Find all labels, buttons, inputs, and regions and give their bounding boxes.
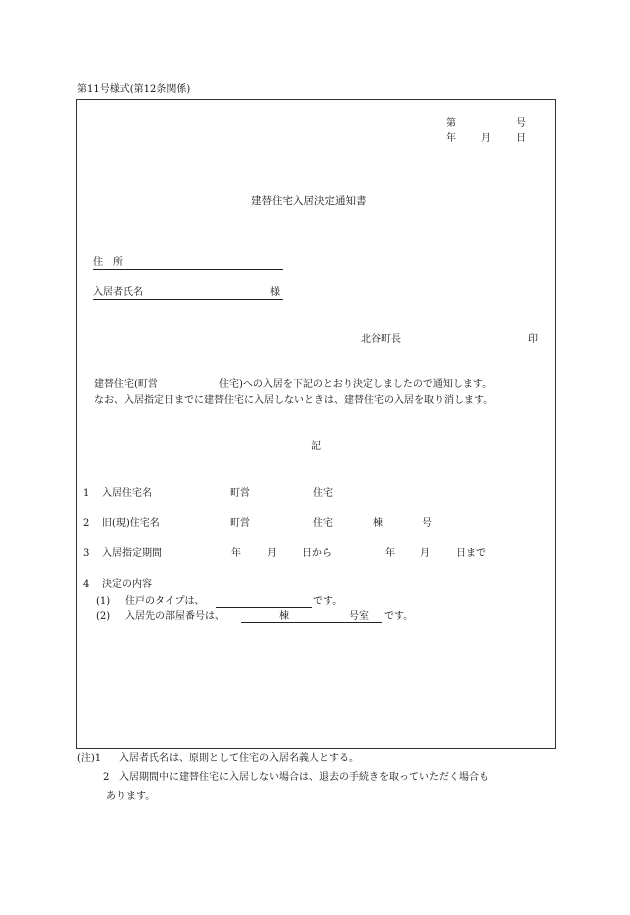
item3-day-until: 日まで: [456, 548, 486, 559]
item3-number: 3: [83, 548, 90, 559]
item1-jutaku: 住宅: [313, 488, 333, 499]
honorific-sama: 様: [270, 287, 280, 298]
item2-label: 旧(現)住宅名: [102, 518, 160, 529]
item1-chouei: 町営: [230, 488, 250, 499]
item1-label: 入居住宅名: [102, 488, 152, 499]
item4-sub1-end: です。: [313, 596, 343, 607]
item3-year-start: 年: [231, 548, 241, 559]
ki-heading: 記: [311, 441, 321, 452]
note1-text: 入居者氏名は、原則として住宅の入居名義人とする。: [119, 753, 359, 764]
date-year: 年: [446, 133, 456, 144]
body-line2: なお、入居指定日までに建替住宅に入居しないときは、建替住宅の入居を取り消します。: [94, 395, 494, 406]
item4-sub1-text: 住戸のタイプは、: [125, 596, 205, 607]
item4-sub2-number: (2): [96, 611, 111, 622]
address-label: 住 所: [93, 257, 123, 268]
date-month: 月: [481, 133, 491, 144]
item3-month-start: 月: [267, 548, 277, 559]
form-number-label: 第11号様式(第12条関係): [77, 84, 191, 95]
item3-year-end: 年: [385, 548, 395, 559]
item4-sub1-number: (1): [96, 596, 111, 607]
note2-text: 入居期間中に建替住宅に入居しない場合は、退去の手続きを取っていただく場合も: [119, 772, 489, 783]
issuer-name: 北谷町長: [361, 334, 401, 345]
item4-sub2-end: です。: [384, 611, 414, 622]
number-suffix: 号: [516, 118, 526, 129]
resident-name-underline: [93, 299, 283, 300]
item3-label: 入居指定期間: [102, 548, 162, 559]
item4-sub2-tou: 棟: [279, 611, 289, 622]
item3-month-end: 月: [420, 548, 430, 559]
item2-jutaku: 住宅: [313, 518, 333, 529]
unit-type-underline: [216, 607, 312, 608]
seal-mark: 印: [528, 334, 538, 345]
document-title: 建替住宅入居決定通知書: [251, 195, 367, 207]
note-prefix: (注)1: [77, 753, 102, 764]
resident-name-label: 入居者氏名: [93, 287, 143, 298]
body-line1-end: 住宅)への入居を下記のとおり決定しましたので通知します。: [219, 379, 493, 390]
room-number-underline: [241, 622, 382, 623]
item1-number: 1: [83, 488, 90, 499]
item2-go: 号: [422, 518, 432, 529]
item2-tou: 棟: [373, 518, 383, 529]
item4-label: 決定の内容: [102, 579, 152, 590]
number-prefix: 第: [446, 118, 456, 129]
note2-text-cont: あります。: [106, 791, 156, 802]
item2-chouei: 町営: [230, 518, 250, 529]
item4-sub2-text: 入居先の部屋番号は、: [125, 611, 225, 622]
item4-sub2-goshitsu: 号室: [349, 611, 369, 622]
date-day: 日: [516, 133, 526, 144]
item3-day-from: 日から: [302, 548, 332, 559]
item2-number: 2: [83, 518, 90, 529]
address-underline: [93, 269, 283, 270]
body-line1-start: 建替住宅(町営: [94, 379, 158, 390]
item4-number: 4: [83, 579, 90, 590]
note2-number: 2: [103, 772, 110, 783]
